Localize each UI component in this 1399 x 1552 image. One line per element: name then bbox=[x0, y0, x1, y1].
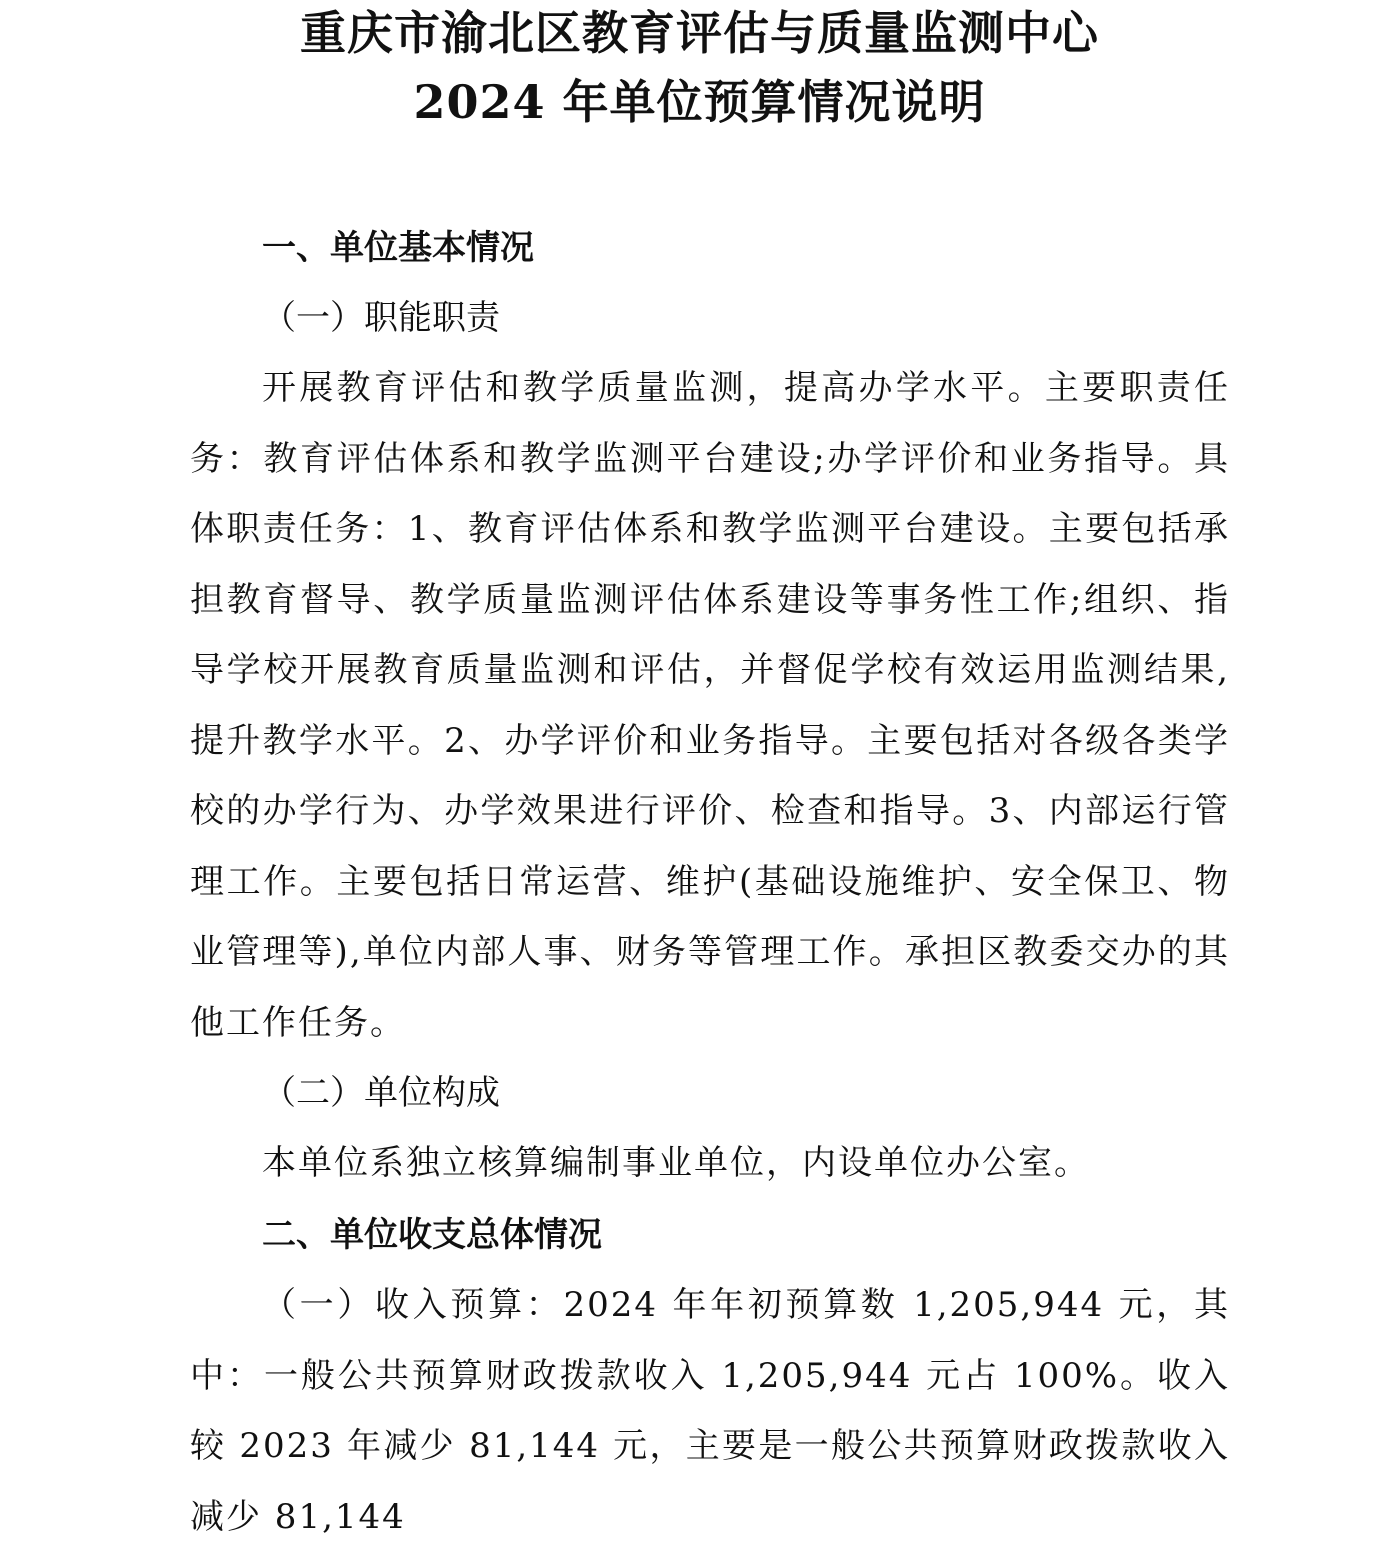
section1-sub2-heading: （二）单位构成 bbox=[262, 1073, 500, 1113]
composition-paragraph: 本单位系独立核算编制事业单位，内设单位办公室。 bbox=[262, 1143, 1090, 1183]
section1-heading: 一、单位基本情况 bbox=[262, 228, 534, 268]
document-title-line1: 重庆市渝北区教育评估与质量监测中心 bbox=[300, 6, 1099, 60]
document-title-line2: 2024 年单位预算情况说明 bbox=[413, 75, 986, 129]
duty-paragraph: 开展教育评估和教学质量监测，提高办学水平。主要职责任务：教育评估体系和教学监测平台建设;办学评价和业务指导。具体职责任务：1、教育评估体系和教学监测平台建设。主要包括承担教育督导、教学质量监测评估体系建设等事务性工作;组织、指导学校开展教育质量监测和评估，并督促学校有效运用监测结果,提升教学水平。2、办学评价和业务指导。主要包括对各级各类学校的办学行为、办学效果进行评价、检查和指导。3、内部运行管理工作。主要包括日常运营、维护(基础设施维护、安全保卫、物业管理等),单位内部人事、财务等管理工作。承担区教委交办的其他工作任务。 bbox=[190, 368, 1230, 1043]
section2-heading: 二、单位收支总体情况 bbox=[262, 1215, 602, 1255]
income-paragraph: （一）收入预算：2024 年年初预算数 1,205,944 元，其中：一般公共预算财政拨款收入 1,205,944 元占 100%。收入较 2023 年减少 81,144 元，主要是一般公共预算财政拨款收入减少 81,144 bbox=[190, 1285, 1230, 1537]
section1-sub1-heading: （一）职能职责 bbox=[262, 298, 500, 338]
